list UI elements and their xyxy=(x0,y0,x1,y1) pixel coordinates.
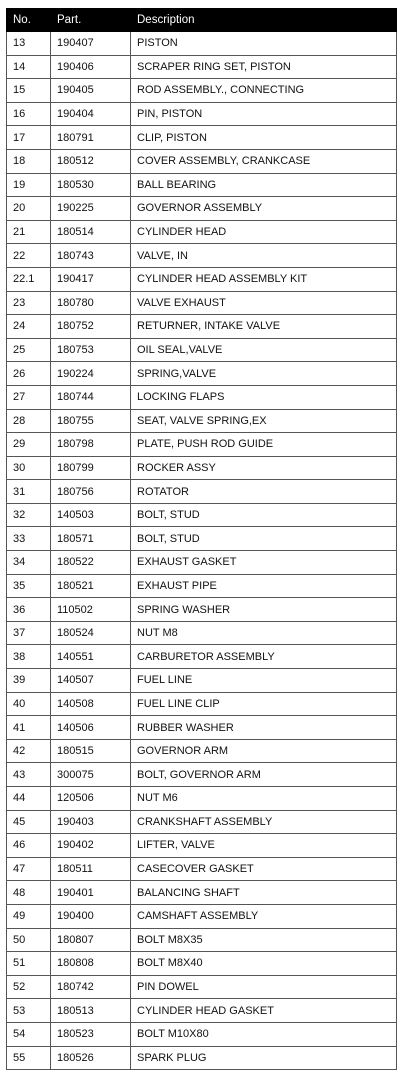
parts-list xyxy=(6,8,396,1070)
cell-description: VALVE EXHAUST xyxy=(131,291,397,315)
cell-part: 180530 xyxy=(51,173,131,197)
cell-no: 51 xyxy=(7,952,51,976)
cell-no: 31 xyxy=(7,480,51,504)
table-row xyxy=(7,338,397,362)
cell-description: PIN, PISTON xyxy=(131,102,397,126)
table-row xyxy=(7,102,397,126)
cell-part: 140508 xyxy=(51,692,131,716)
cell-part: 180791 xyxy=(51,126,131,150)
cell-description: BOLT M10X80 xyxy=(131,1022,397,1046)
table-row xyxy=(7,149,397,173)
cell-part: 190405 xyxy=(51,79,131,103)
cell-part: 180526 xyxy=(51,1046,131,1070)
cell-part: 180742 xyxy=(51,975,131,999)
cell-part: 140551 xyxy=(51,645,131,669)
cell-no: 50 xyxy=(7,928,51,952)
cell-no: 55 xyxy=(7,1046,51,1070)
cell-no: 34 xyxy=(7,551,51,575)
cell-part: 180521 xyxy=(51,574,131,598)
cell-part: 180524 xyxy=(51,621,131,645)
table-row xyxy=(7,621,397,645)
table-row xyxy=(7,315,397,339)
table-row xyxy=(7,527,397,551)
table-row xyxy=(7,763,397,787)
cell-description: GOVERNOR ARM xyxy=(131,739,397,763)
cell-no: 22.1 xyxy=(7,267,51,291)
table-row xyxy=(7,55,397,79)
cell-description: ROCKER ASSY xyxy=(131,456,397,480)
table-row xyxy=(7,574,397,598)
cell-description: CYLINDER HEAD ASSEMBLY KIT xyxy=(131,267,397,291)
cell-no: 28 xyxy=(7,409,51,433)
table-row xyxy=(7,952,397,976)
cell-no: 37 xyxy=(7,621,51,645)
cell-part: 190400 xyxy=(51,904,131,928)
cell-description: SPRING,VALVE xyxy=(131,362,397,386)
column-header-part: Part. xyxy=(51,9,131,32)
table-row xyxy=(7,598,397,622)
cell-part: 110502 xyxy=(51,598,131,622)
cell-description: CARBURETOR ASSEMBLY xyxy=(131,645,397,669)
cell-part: 190402 xyxy=(51,834,131,858)
cell-description: SPRING WASHER xyxy=(131,598,397,622)
cell-no: 54 xyxy=(7,1022,51,1046)
cell-no: 35 xyxy=(7,574,51,598)
cell-no: 18 xyxy=(7,149,51,173)
cell-no: 45 xyxy=(7,810,51,834)
table-row xyxy=(7,220,397,244)
cell-description: PLATE, PUSH ROD GUIDE xyxy=(131,433,397,457)
cell-no: 41 xyxy=(7,716,51,740)
cell-description: CAMSHAFT ASSEMBLY xyxy=(131,904,397,928)
cell-description: BOLT M8X35 xyxy=(131,928,397,952)
table-row xyxy=(7,385,397,409)
table-row xyxy=(7,975,397,999)
cell-description: CASECOVER GASKET xyxy=(131,857,397,881)
table-row xyxy=(7,834,397,858)
cell-description: OIL SEAL,VALVE xyxy=(131,338,397,362)
parts-table xyxy=(6,8,397,1070)
cell-part: 190403 xyxy=(51,810,131,834)
cell-part: 140507 xyxy=(51,669,131,693)
cell-no: 36 xyxy=(7,598,51,622)
cell-part: 140503 xyxy=(51,503,131,527)
cell-no: 19 xyxy=(7,173,51,197)
table-row xyxy=(7,999,397,1023)
cell-no: 24 xyxy=(7,315,51,339)
cell-part: 180798 xyxy=(51,433,131,457)
cell-part: 180743 xyxy=(51,244,131,268)
cell-no: 40 xyxy=(7,692,51,716)
column-header-description: Description xyxy=(131,9,397,32)
cell-no: 52 xyxy=(7,975,51,999)
table-row xyxy=(7,197,397,221)
cell-no: 44 xyxy=(7,787,51,811)
table-body xyxy=(7,32,397,1070)
table-row xyxy=(7,79,397,103)
cell-description: PISTON xyxy=(131,32,397,56)
table-header xyxy=(7,9,397,32)
cell-part: 180799 xyxy=(51,456,131,480)
cell-part: 190401 xyxy=(51,881,131,905)
cell-description: COVER ASSEMBLY, CRANKCASE xyxy=(131,149,397,173)
cell-no: 39 xyxy=(7,669,51,693)
table-row xyxy=(7,904,397,928)
cell-part: 180513 xyxy=(51,999,131,1023)
cell-no: 29 xyxy=(7,433,51,457)
cell-no: 16 xyxy=(7,102,51,126)
cell-description: RUBBER WASHER xyxy=(131,716,397,740)
cell-no: 26 xyxy=(7,362,51,386)
table-row xyxy=(7,692,397,716)
table-row xyxy=(7,669,397,693)
cell-no: 14 xyxy=(7,55,51,79)
table-row xyxy=(7,291,397,315)
table-row xyxy=(7,645,397,669)
cell-no: 33 xyxy=(7,527,51,551)
cell-part: 180571 xyxy=(51,527,131,551)
cell-part: 120506 xyxy=(51,787,131,811)
cell-description: NUT M6 xyxy=(131,787,397,811)
table-row xyxy=(7,1046,397,1070)
cell-no: 38 xyxy=(7,645,51,669)
cell-part: 190404 xyxy=(51,102,131,126)
cell-description: GOVERNOR ASSEMBLY xyxy=(131,197,397,221)
cell-no: 42 xyxy=(7,739,51,763)
cell-no: 15 xyxy=(7,79,51,103)
cell-no: 23 xyxy=(7,291,51,315)
cell-no: 30 xyxy=(7,456,51,480)
cell-part: 140506 xyxy=(51,716,131,740)
cell-description: SEAT, VALVE SPRING,EX xyxy=(131,409,397,433)
cell-no: 21 xyxy=(7,220,51,244)
cell-no: 20 xyxy=(7,197,51,221)
cell-no: 22 xyxy=(7,244,51,268)
cell-part: 180807 xyxy=(51,928,131,952)
cell-part: 190417 xyxy=(51,267,131,291)
cell-part: 180808 xyxy=(51,952,131,976)
cell-description: FUEL LINE xyxy=(131,669,397,693)
cell-no: 13 xyxy=(7,32,51,56)
cell-part: 180522 xyxy=(51,551,131,575)
cell-description: BALL BEARING xyxy=(131,173,397,197)
cell-description: CLIP, PISTON xyxy=(131,126,397,150)
cell-part: 180515 xyxy=(51,739,131,763)
table-row xyxy=(7,32,397,56)
cell-no: 27 xyxy=(7,385,51,409)
cell-no: 32 xyxy=(7,503,51,527)
cell-part: 180523 xyxy=(51,1022,131,1046)
table-row xyxy=(7,928,397,952)
cell-description: EXHAUST PIPE xyxy=(131,574,397,598)
table-row xyxy=(7,433,397,457)
cell-part: 180755 xyxy=(51,409,131,433)
cell-description: FUEL LINE CLIP xyxy=(131,692,397,716)
cell-part: 180756 xyxy=(51,480,131,504)
cell-description: BOLT M8X40 xyxy=(131,952,397,976)
table-row xyxy=(7,739,397,763)
cell-description: LOCKING FLAPS xyxy=(131,385,397,409)
cell-part: 190407 xyxy=(51,32,131,56)
cell-description: BOLT, STUD xyxy=(131,527,397,551)
cell-description: ROD ASSEMBLY., CONNECTING xyxy=(131,79,397,103)
cell-description: EXHAUST GASKET xyxy=(131,551,397,575)
table-row xyxy=(7,362,397,386)
cell-no: 17 xyxy=(7,126,51,150)
cell-description: RETURNER, INTAKE VALVE xyxy=(131,315,397,339)
cell-description: LIFTER, VALVE xyxy=(131,834,397,858)
cell-description: PIN DOWEL xyxy=(131,975,397,999)
cell-part: 300075 xyxy=(51,763,131,787)
cell-description: ROTATOR xyxy=(131,480,397,504)
table-row xyxy=(7,787,397,811)
cell-description: CYLINDER HEAD GASKET xyxy=(131,999,397,1023)
cell-description: BOLT, STUD xyxy=(131,503,397,527)
header-row xyxy=(7,9,397,32)
cell-description: SCRAPER RING SET, PISTON xyxy=(131,55,397,79)
cell-description: CYLINDER HEAD xyxy=(131,220,397,244)
cell-part: 180753 xyxy=(51,338,131,362)
cell-part: 180752 xyxy=(51,315,131,339)
cell-no: 47 xyxy=(7,857,51,881)
column-header-no: No. xyxy=(7,9,51,32)
table-row xyxy=(7,480,397,504)
table-row xyxy=(7,857,397,881)
table-row xyxy=(7,503,397,527)
cell-no: 46 xyxy=(7,834,51,858)
cell-part: 180512 xyxy=(51,149,131,173)
cell-description: CRANKSHAFT ASSEMBLY xyxy=(131,810,397,834)
cell-description: VALVE, IN xyxy=(131,244,397,268)
table-row xyxy=(7,716,397,740)
cell-no: 49 xyxy=(7,904,51,928)
cell-description: SPARK PLUG xyxy=(131,1046,397,1070)
cell-no: 48 xyxy=(7,881,51,905)
table-row xyxy=(7,1022,397,1046)
table-row xyxy=(7,881,397,905)
table-row xyxy=(7,551,397,575)
cell-no: 53 xyxy=(7,999,51,1023)
cell-no: 25 xyxy=(7,338,51,362)
cell-description: BOLT, GOVERNOR ARM xyxy=(131,763,397,787)
table-row xyxy=(7,244,397,268)
cell-part: 180511 xyxy=(51,857,131,881)
cell-description: NUT M8 xyxy=(131,621,397,645)
cell-part: 190225 xyxy=(51,197,131,221)
cell-part: 180744 xyxy=(51,385,131,409)
table-row xyxy=(7,810,397,834)
table-row xyxy=(7,267,397,291)
table-row xyxy=(7,409,397,433)
cell-part: 180514 xyxy=(51,220,131,244)
table-row xyxy=(7,126,397,150)
cell-description: BALANCING SHAFT xyxy=(131,881,397,905)
cell-no: 43 xyxy=(7,763,51,787)
table-row xyxy=(7,456,397,480)
table-row xyxy=(7,173,397,197)
cell-part: 190406 xyxy=(51,55,131,79)
cell-part: 180780 xyxy=(51,291,131,315)
cell-part: 190224 xyxy=(51,362,131,386)
